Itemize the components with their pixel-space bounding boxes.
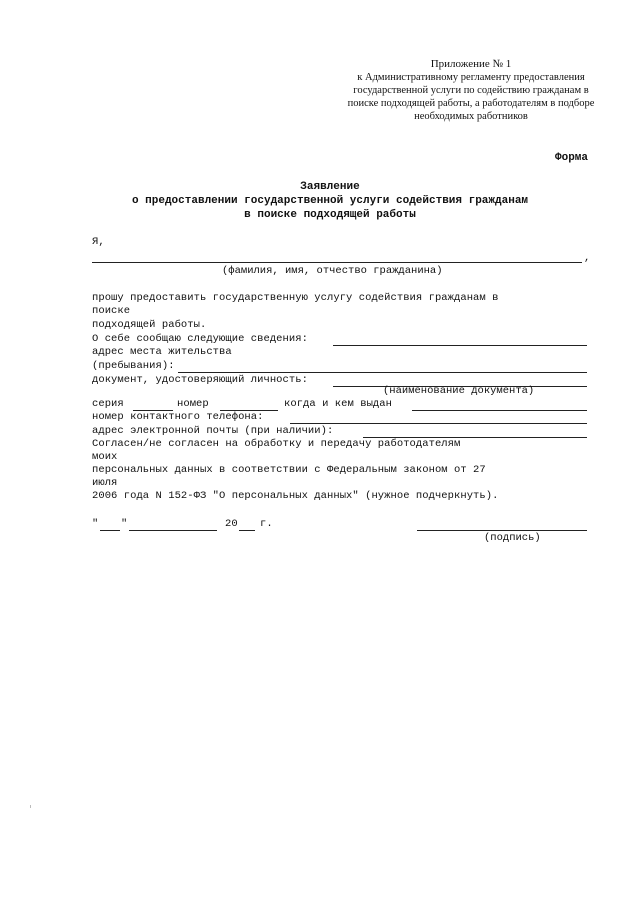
address-label-1: адрес места жительства	[92, 346, 232, 358]
fio-caption: (фамилия, имя, отчество гражданина)	[222, 265, 443, 277]
document-caption: (наименование документа)	[383, 385, 535, 397]
email-label: адрес электронной почты (при наличии):	[92, 425, 334, 437]
fio-field[interactable]	[92, 262, 582, 263]
title-line-3: в поиске подходящей работы	[244, 209, 416, 221]
document-title	[80, 180, 580, 222]
date-g: г.	[260, 518, 273, 530]
ya-label: Я,	[92, 236, 105, 248]
issued-label: когда и кем выдан	[284, 398, 392, 410]
annex-line-4: необходимых работников	[414, 111, 528, 122]
phone-field[interactable]	[290, 423, 587, 424]
address-label-2: (пребывания):	[92, 360, 175, 372]
consent-line-5: 2006 года N 152-ФЗ "О персональных данных" (нужное подчеркнуть).	[92, 490, 499, 502]
date-day-field[interactable]	[100, 530, 120, 531]
date-quote-close: "	[121, 518, 128, 530]
annex-line-1: к Административному регламенту предоставления	[357, 72, 585, 83]
annex-line-2: государственной услуги по содействию гражданам в	[353, 85, 589, 96]
annex-title: Приложение № 1	[430, 58, 512, 70]
form-label: Форма	[555, 152, 589, 164]
document-label: документ, удостоверяющий личность:	[92, 374, 308, 386]
address-field[interactable]	[178, 372, 587, 373]
consent-line-3: персональных данных в соответствии с Федеральным законом от 27	[92, 464, 486, 476]
title-line-1: Заявление	[300, 181, 360, 193]
series-label: серия	[92, 398, 124, 410]
consent-line-1: Согласен/не согласен на обработку и передачу работодателям	[92, 438, 461, 450]
phone-label: номер контактного телефона:	[92, 411, 264, 423]
number-label: номер	[177, 398, 209, 410]
request-line-1: прошу предоставить государственную услугу содействия гражданам в	[92, 292, 499, 304]
consent-line-2: моих	[92, 451, 118, 463]
signature-caption: (подпись)	[484, 532, 541, 544]
date-year-field[interactable]	[239, 530, 255, 531]
date-quote-open: "	[92, 518, 99, 530]
date-month-field[interactable]	[129, 530, 217, 531]
title-line-2: о предоставлении государственной услуги содействия гражданам	[131, 195, 529, 207]
info-label: О себе сообщаю следующие сведения:	[92, 333, 308, 345]
issued-field[interactable]	[412, 410, 587, 411]
request-line-2: поиске	[92, 305, 131, 317]
consent-line-4: июля	[92, 477, 118, 489]
request-line-3: подходящей работы.	[92, 319, 207, 331]
fio-comma: ,	[584, 252, 591, 264]
signature-field[interactable]	[417, 530, 587, 531]
info-field[interactable]	[333, 345, 587, 346]
scan-mark	[30, 805, 31, 808]
annex-block	[340, 58, 602, 123]
date-year-prefix: 20	[225, 518, 238, 530]
annex-line-3: поиске подходящей работы, а работодателям в подборе	[347, 98, 595, 109]
